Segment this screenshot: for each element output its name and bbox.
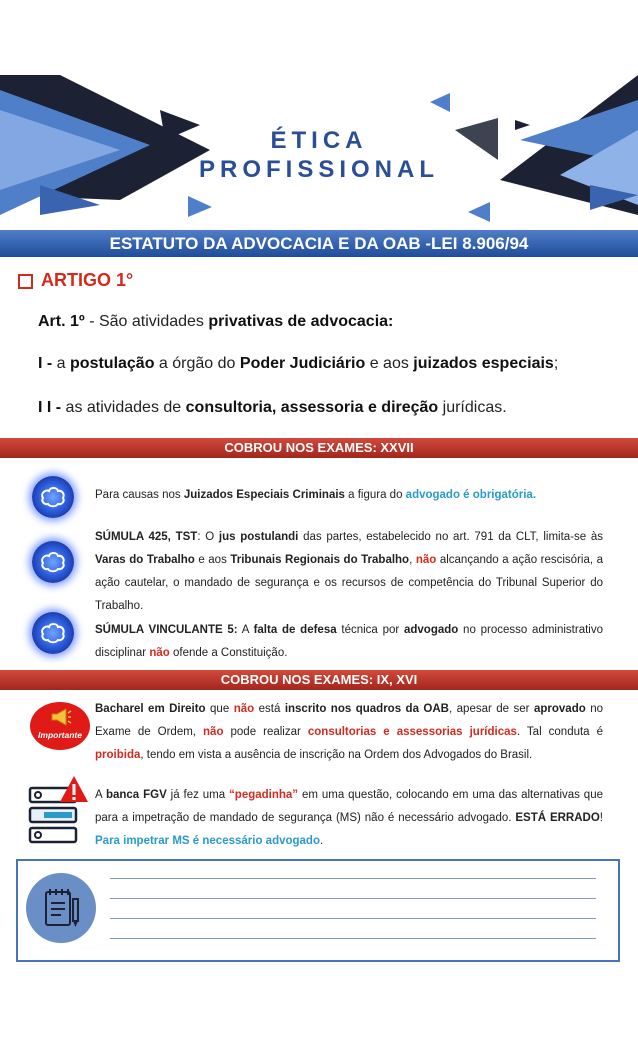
note-line: [110, 938, 596, 939]
note-fgv: A banca FGV já fez uma “pegadinha” em uma questão, colocando em uma das alternativas que para a impetração de mandado de segurança (MS) não é necessário advogado. ESTÁ ERRADO! Para impetrar MS é necessário advogado.: [95, 789, 603, 847]
brain-icon: [32, 541, 74, 583]
checkbox-icon: [18, 274, 33, 289]
header-banner: [0, 0, 638, 228]
exam-banner-1: COBROU NOS EXAMES: XXVII: [0, 438, 638, 458]
inciso-2-line: I I - as atividades de consultoria, assessoria e direção jurídicas.: [38, 399, 507, 416]
inciso-1-line: I - a postulação a órgão do Poder Judiciário e aos juizados especiais;: [38, 355, 559, 372]
brain-icon: [32, 476, 74, 518]
artigo-label: ARTIGO 1°: [41, 270, 134, 290]
megaphone-icon: [50, 707, 72, 727]
title-line-2: PROFISSIONAL: [198, 156, 439, 183]
important-label: Importante: [38, 730, 82, 740]
note-line: [110, 898, 596, 899]
header-decoration: [0, 0, 638, 228]
statute-banner: ESTATUTO DA ADVOCACIA E DA OAB -LEI 8.906/94: [0, 230, 638, 257]
note-sumula-425: SÚMULA 425, TST: O jus postulandi das partes, estabelecido no art. 791 da CLT, limita-se às Varas do Trabalho e aos Tribunais Regionais do Trabalho, não alcançando a ação rescisória, a ação cautelar, o mandado de segurança e os recursos de competência do Tribunal Superior do Trabalho.: [95, 531, 604, 612]
art1-line: Art. 1º - São atividades privativas de advocacia:: [38, 313, 394, 330]
note-line: [110, 918, 596, 919]
notes-box: [16, 859, 620, 962]
note-sumula-vinculante-5: SÚMULA VINCULANTE 5: A falta de defesa técnica por advogado no processo administrativo disciplinar não ofende a Constituição.: [95, 624, 603, 659]
note-bacharel: Bacharel em Direito que não está inscrito nos quadros da OAB, apesar de ser aprovado no Exame de Ordem, não pode realizar consultorias e assessorias jurídicas. Tal conduta é proibida, tendo em vista a ausência de inscrição na Ordem dos Advogados do Brasil.: [95, 703, 604, 761]
brain-icon: [32, 612, 74, 654]
artigo-heading: [18, 270, 133, 291]
important-badge: [30, 702, 90, 750]
warning-form-icon: [28, 774, 90, 846]
exam-banner-2: COBROU NOS EXAMES: IX, XVI: [0, 670, 638, 690]
title-line-1: ÉTICA: [270, 127, 368, 154]
note-line: [110, 878, 596, 879]
notepad-icon: [26, 873, 96, 943]
note-juizados: Para causas nos Juizados Especiais Criminais a figura do advogado é obrigatória.: [95, 489, 537, 501]
